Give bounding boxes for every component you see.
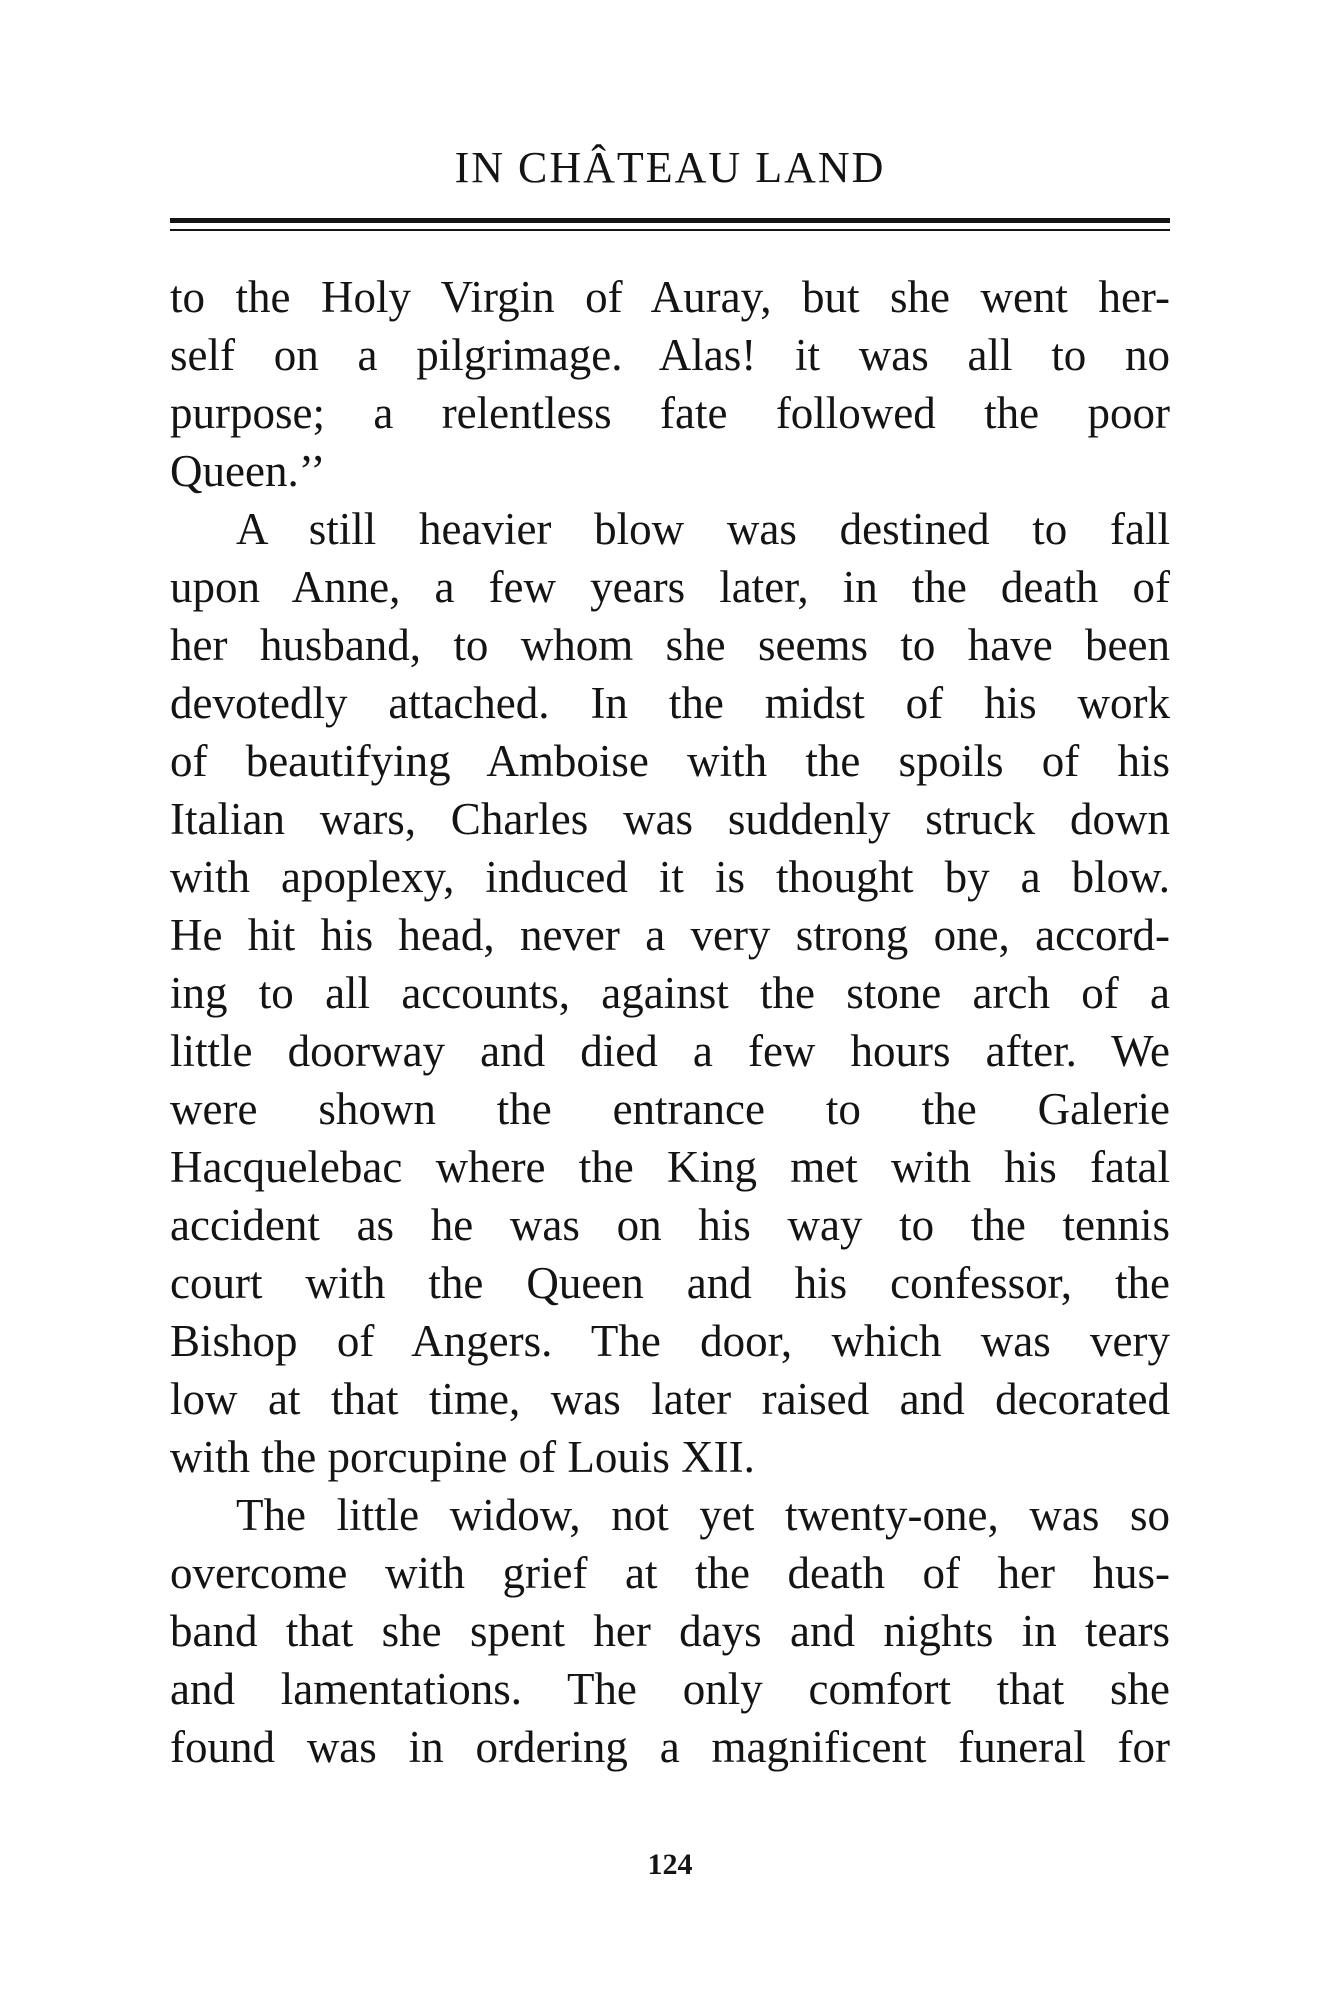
text-line: and lamentations. The only comfort that she [170, 1664, 1170, 1714]
header-rule-thick [170, 218, 1170, 223]
text-line: devotedly attached. In the midst of his work [170, 678, 1170, 728]
text-line: accident as he was on his way to the tennis [170, 1200, 1170, 1250]
text-line: with apoplexy, induced it is thought by a blow. [170, 852, 1170, 902]
text-line: her husband, to whom she seems to have been [170, 620, 1170, 670]
text-line: self on a pilgrimage. Alas! it was all to no [170, 330, 1170, 380]
text-line: band that she spent her days and nights in tears [170, 1606, 1170, 1656]
page-number: 124 [647, 1848, 693, 1881]
text-line: court with the Queen and his confessor, the [170, 1258, 1170, 1308]
text-line: He hit his head, never a very strong one, accord- [170, 910, 1170, 960]
text-line: found was in ordering a magnificent funeral for [170, 1722, 1170, 1772]
body-text [170, 268, 1170, 1776]
text-line: overcome with grief at the death of her hus- [170, 1548, 1170, 1598]
text-line: purpose; a relentless fate followed the poor [170, 388, 1170, 438]
text-line: Queen.’’ [170, 446, 326, 496]
text-line: ing to all accounts, against the stone arch of a [170, 968, 1170, 1018]
text-line: A still heavier blow was destined to fall [236, 504, 1170, 554]
text-line: Hacquelebac where the King met with his fatal [170, 1142, 1170, 1192]
text-line: The little widow, not yet twenty-one, was so [236, 1490, 1170, 1540]
running-head: IN CHÂTEAU LAND [454, 143, 886, 192]
text-line: little doorway and died a few hours after. We [170, 1026, 1170, 1076]
text-line: Italian wars, Charles was suddenly struck down [170, 794, 1170, 844]
text-line: Bishop of Angers. The door, which was very [170, 1316, 1170, 1366]
text-line: upon Anne, a few years later, in the death of [170, 562, 1170, 612]
text-line: low at that time, was later raised and decorated [170, 1374, 1170, 1424]
text-line: with the porcupine of Louis XII. [170, 1432, 755, 1482]
text-line: of beautifying Amboise with the spoils of his [170, 736, 1170, 786]
text-line: to the Holy Virgin of Auray, but she went her- [170, 272, 1170, 322]
header-rule-thin [170, 229, 1170, 231]
text-line: were shown the entrance to the Galerie [170, 1084, 1170, 1134]
